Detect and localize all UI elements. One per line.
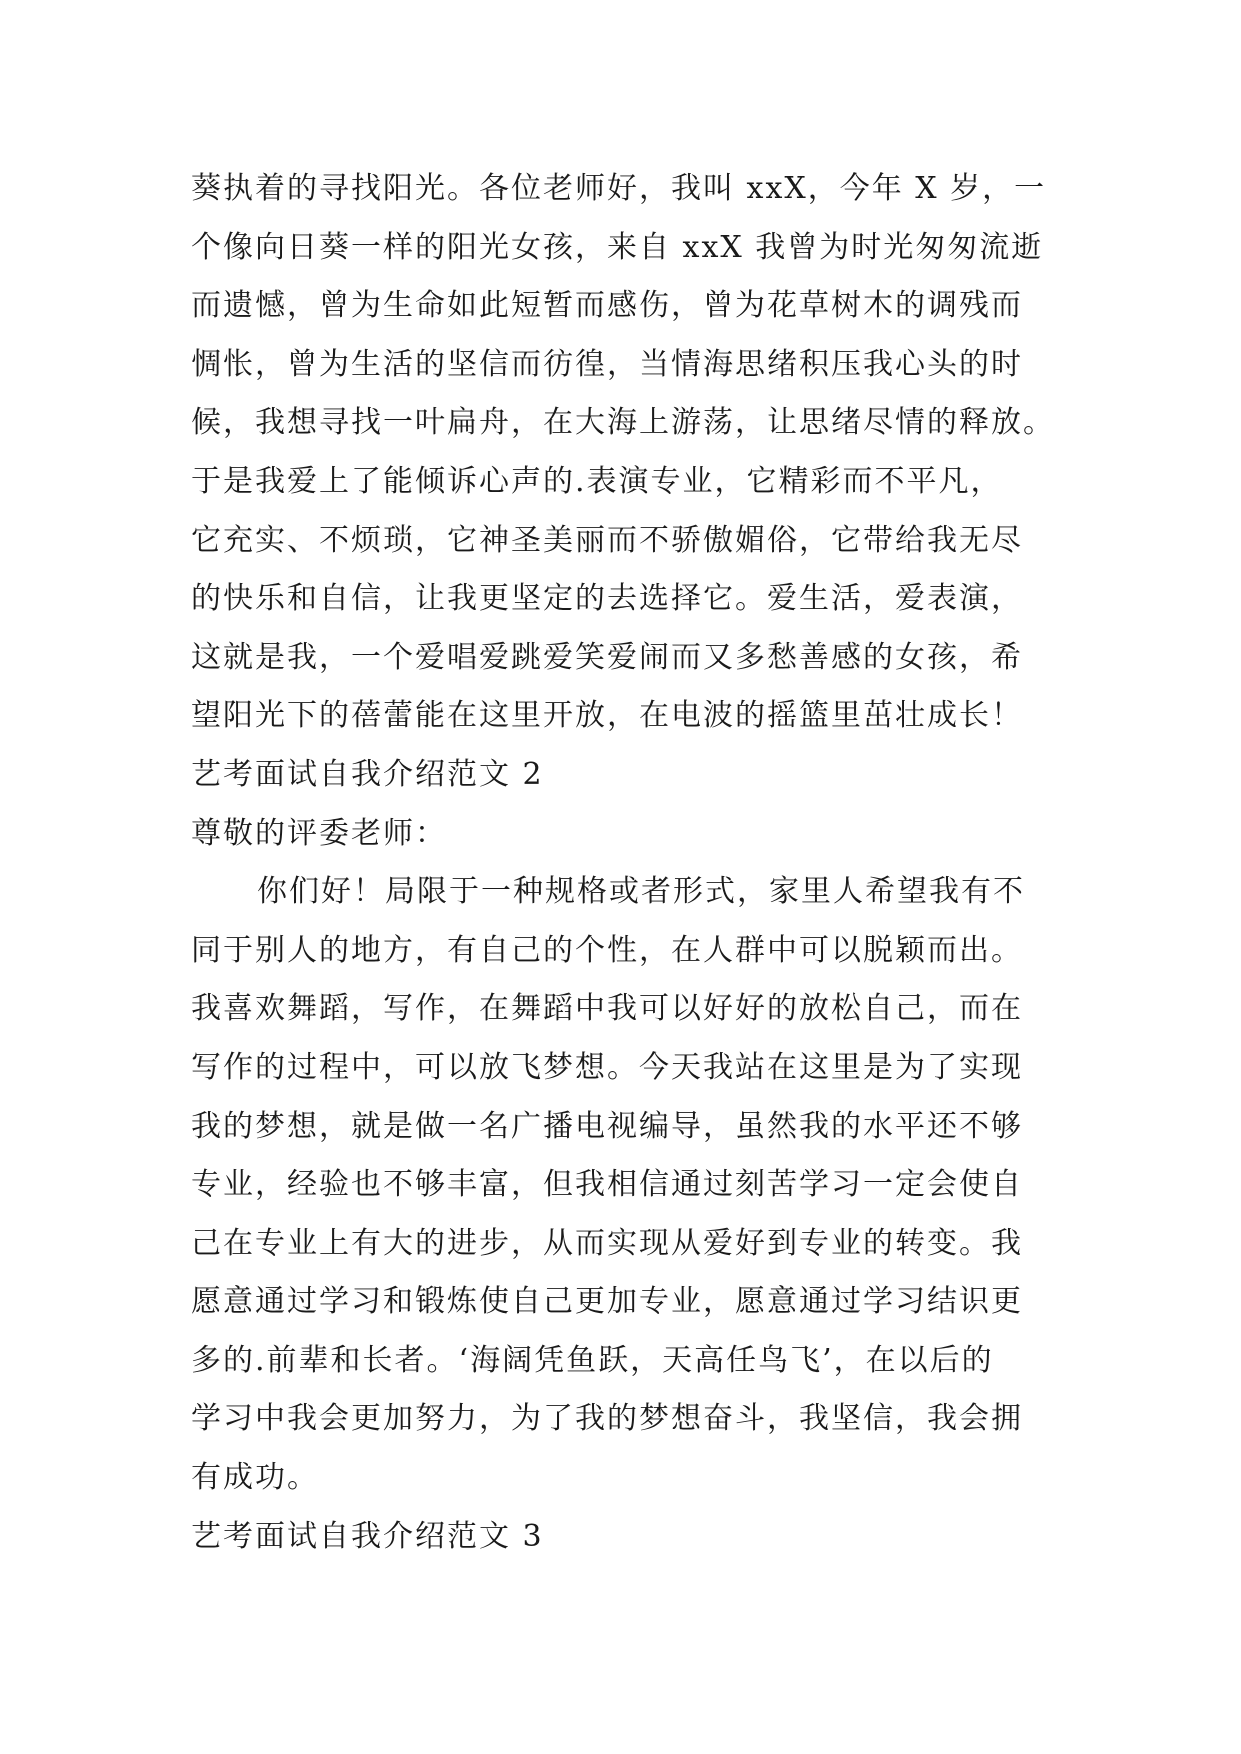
text-line: 望阳光下的蓓蕾能在这里开放，在电波的摇篮里茁壮成长！ [191,698,1023,734]
text-line: 愿意通过学习和锻炼使自己更加专业，愿意通过学习结识更 [191,1284,1023,1320]
text-line: 的快乐和自信，让我更坚定的去选择它。爱生活，爱表演， [191,581,1023,617]
text-line: 己在专业上有大的进步，从而实现从爱好到专业的转变。我 [191,1225,1023,1261]
text-line: 写作的过程中，可以放飞梦想。今天我站在这里是为了实现 [191,1049,1023,1085]
text-line: 个像向日葵一样的阳光女孩，来自 xxX 我曾为时光匆匆流逝 [191,229,1044,265]
text-line: 我喜欢舞蹈，写作，在舞蹈中我可以好好的放松自己，而在 [191,991,1023,1027]
text-line: 我的梦想，就是做一名广播电视编导，虽然我的水平还不够 [191,1108,1023,1144]
text-line: 候，我想寻找一叶扁舟，在大海上游荡，让思绪尽情的释放。 [191,405,1055,441]
text-line: 它充实、不烦琐，它神圣美丽而不骄傲媚俗，它带给我无尽 [191,522,1023,558]
text-line: 尊敬的评委老师： [191,815,447,851]
text-line: 学习中我会更加努力，为了我的梦想奋斗，我坚信，我会拥 [191,1401,1023,1437]
text-line: 艺考面试自我介绍范文 2 [191,756,544,792]
text-line: 惆怅，曾为生活的坚信而彷徨，当情海思绪积压我心头的时 [191,346,1023,382]
document-body [191,160,1091,1566]
text-line: 你们好！局限于一种规格或者形式，家里人希望我有不 [257,874,1025,910]
text-line: 专业，经验也不够丰富，但我相信通过刻苦学习一定会使自 [191,1167,1023,1203]
text-line: 艺考面试自我介绍范文 3 [191,1518,544,1554]
text-line: 同于别人的地方，有自己的个性，在人群中可以脱颖而出。 [191,932,1023,968]
text-line: 这就是我，一个爱唱爱跳爱笑爱闹而又多愁善感的女孩，希 [191,639,1023,675]
text-line: 多的.前辈和长者。‘海阔凭鱼跃，天高任鸟飞’，在以后的 [191,1342,994,1378]
text-line: 而遗憾，曾为生命如此短暂而感伤，曾为花草树木的调残而 [191,288,1023,324]
text-line: 葵执着的寻找阳光。各位老师好，我叫 xxX，今年 X 岁，一 [191,171,1047,206]
text-line: 有成功。 [191,1460,319,1496]
text-line: 于是我爱上了能倾诉心声的.表演专业，它精彩而不平凡， [191,463,1003,499]
